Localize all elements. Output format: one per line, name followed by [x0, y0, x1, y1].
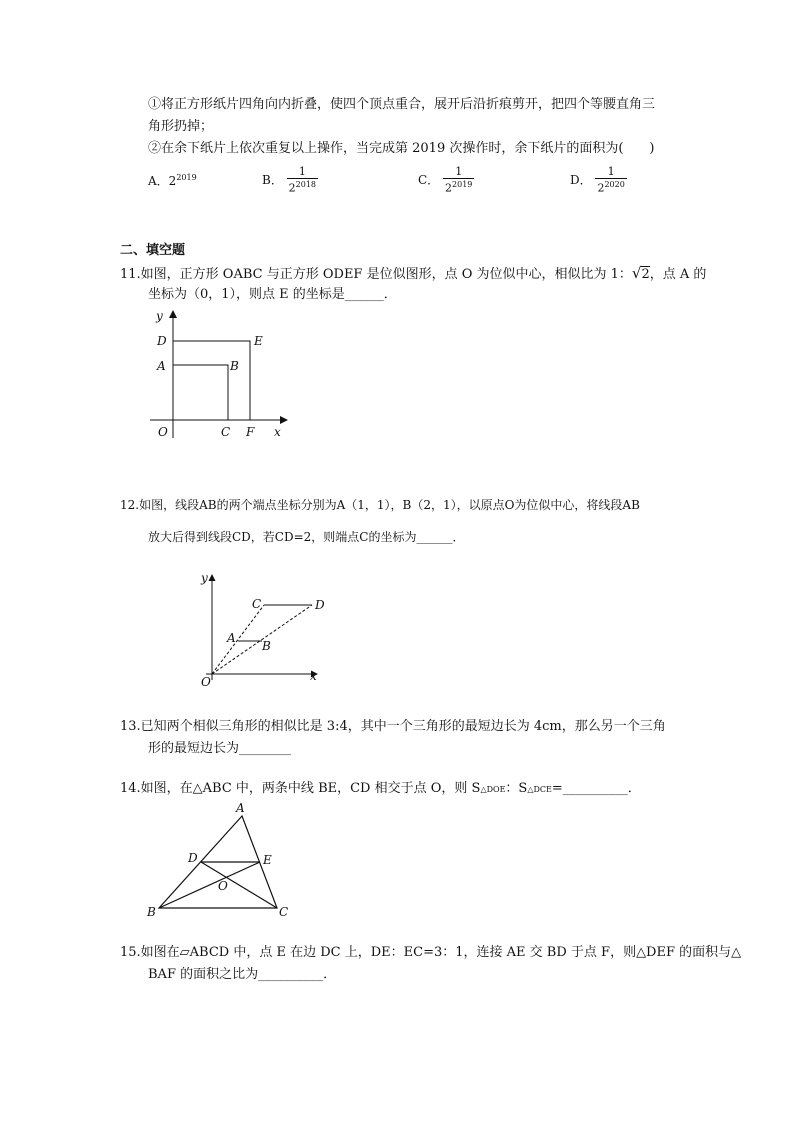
sqrt-symbol: √ — [631, 264, 642, 282]
q13-line1: 13.已知两个相似三角形的相似比是 3:4，其中一个三角形的最短边长为 4cm，那么另一个三角 — [120, 719, 666, 734]
label-x: x — [310, 669, 317, 683]
label-D: D — [188, 851, 198, 865]
label-D: D — [315, 598, 325, 612]
label-E: E — [263, 853, 272, 867]
label-y: y — [201, 571, 208, 585]
label-C: C — [221, 425, 231, 439]
median-cd — [201, 862, 277, 908]
fraction-d: $\frac{1}{2^{2020}}$ — [597, 165, 625, 195]
q15-line2: BAF 的面积之比为__________． — [148, 967, 337, 982]
q10-option-a: A．$2^{2019}$ — [148, 173, 197, 188]
q10-option-b: B． $\frac{1}{2^{2018}}$ — [262, 165, 317, 195]
q12-line1: 12.如图，线段AB的两个端点坐标分别为A（1，1），B（2，1），以原点O为位似中心，将线段AB — [120, 498, 640, 512]
q10-step1-line1: ①将正方形纸片四角向内折叠，使四个顶点重合，展开后沿折痕剪开，把四个等腰直角三 — [148, 97, 656, 112]
label-B: B — [147, 905, 156, 919]
label-C: C — [279, 905, 289, 919]
square-oabc — [173, 365, 228, 420]
label-B: B — [262, 639, 271, 653]
q10-step2: ②在余下纸片上依次重复以上操作，当完成第 2019 次操作时，余下纸片的面积为( ) — [148, 141, 655, 156]
q12-line2: 放大后得到线段CD，若CD=2，则端点C的坐标为______． — [148, 530, 465, 544]
q15-line1: 15.如图在▱ABCD 中，点 E 在边 DC 上，DE：EC=3：1，连接 AE 交 BD 于点 F，则△DEF 的面积与△ — [120, 945, 742, 960]
square-odef — [173, 341, 250, 420]
label-O: O — [201, 675, 211, 689]
label-D: D — [157, 334, 167, 348]
q11-line1: 11.如图，正方形 OABC 与正方形 ODEF 是位似图形，点 O 为位似中心，相似比为 1：√2，点 A 的 — [120, 264, 707, 282]
label-O: O — [158, 425, 168, 439]
label-A: A — [236, 801, 245, 815]
section-title: 二、填空题 — [120, 243, 186, 258]
label-B: B — [230, 359, 239, 373]
label-A: A — [227, 631, 236, 645]
label-C: C — [252, 597, 262, 611]
label-x: x — [274, 425, 281, 439]
q10-option-d: D． $\frac{1}{2^{2020}}$ — [570, 165, 625, 195]
label-A: A — [157, 359, 166, 373]
q14-line1: 14.如图，在△ABC 中，两条中线 BE，CD 相交于点 O，则 S△DOE：S△DCE=__________． — [120, 781, 641, 796]
q10-step1-line2: 角形扔掉； — [148, 119, 214, 134]
label-E: E — [254, 334, 263, 348]
fraction-b: $\frac{1}{2^{2018}}$ — [288, 165, 317, 195]
label-y: y — [156, 309, 163, 323]
median-be — [159, 862, 260, 908]
q10-option-c: C． $\frac{1}{2^{2019}}$ — [418, 165, 473, 195]
q11-figure — [140, 302, 300, 444]
q12-figure — [194, 568, 334, 692]
dashed-oc — [212, 605, 264, 674]
label-F: F — [246, 425, 255, 439]
q14-figure — [144, 798, 294, 922]
fraction-c: $\frac{1}{2^{2019}}$ — [445, 165, 473, 195]
label-O: O — [218, 879, 228, 893]
q13-line2: 形的最短边长为________ — [148, 741, 292, 756]
q11-line2: 坐标为（0，1），则点 E 的坐标是______． — [148, 287, 397, 302]
